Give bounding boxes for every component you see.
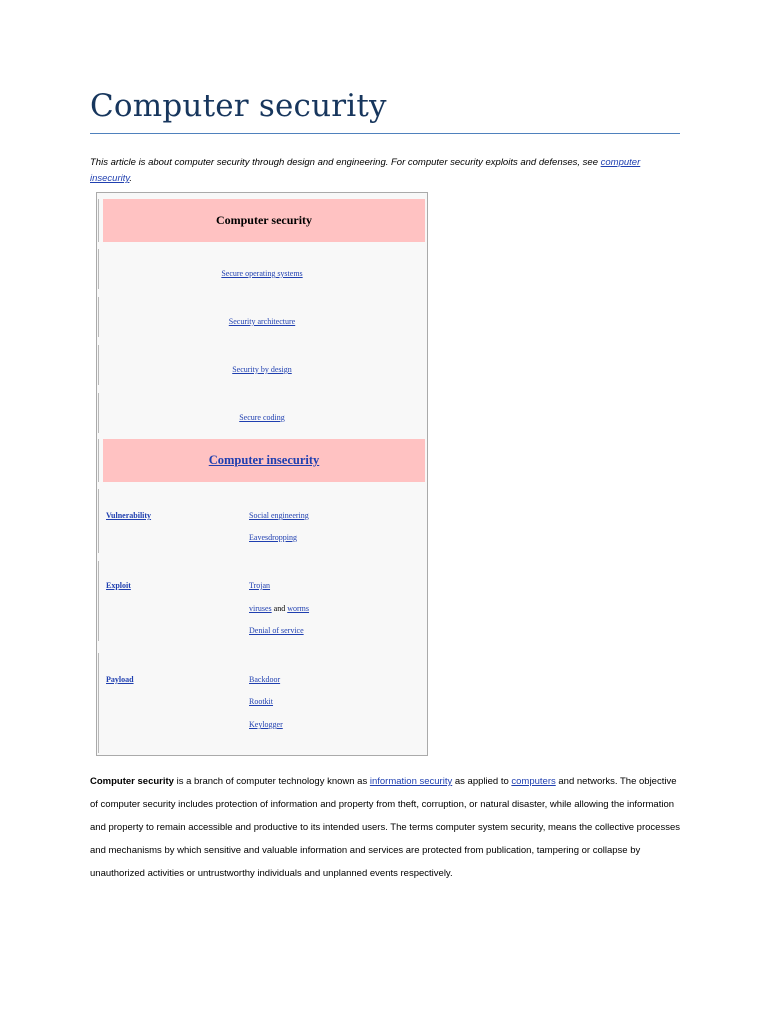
exploit-label <box>106 581 131 590</box>
body-text-1: is a branch of computer technology known as <box>173 776 370 787</box>
backdoor-link[interactable]: Backdoor <box>249 675 281 684</box>
eavesdropping-link[interactable]: Eavesdropping <box>249 533 297 542</box>
infobox-row-border <box>98 653 99 753</box>
payload-label <box>106 675 134 684</box>
hatnote <box>90 155 682 187</box>
infobox-row <box>97 317 427 326</box>
infobox-row-border <box>98 199 99 242</box>
infobox-row <box>97 269 427 278</box>
security-by-design-link[interactable]: Security by design <box>232 365 292 374</box>
social-engineering-link[interactable]: Social engineering <box>249 511 309 520</box>
body-text-3: and networks. The objective of computer security includes protection of information and property from theft, corruption, or natural disaster, while allowing the information and property to remain accessible and productive to its intended users. The terms computer system security, means the collective processes and mechanisms by which sensitive and valuable information and services are protected from publication, tampering or collapse by unauthorized activities or untrustworthy individuals and unplanned events respectively. <box>90 776 680 879</box>
infobox-row-border <box>98 439 99 482</box>
list-item <box>249 581 270 590</box>
intro-paragraph <box>90 770 682 885</box>
rootkit-link[interactable]: Rootkit <box>249 697 274 706</box>
secure-operating-systems-link[interactable]: Secure operating systems <box>221 269 303 278</box>
trojan-link[interactable]: Trojan <box>249 581 271 590</box>
secure-coding-link[interactable]: Secure coding <box>239 413 285 422</box>
list-item <box>249 511 309 520</box>
infobox-row <box>97 365 427 374</box>
infobox <box>96 192 428 756</box>
security-architecture-link[interactable]: Security architecture <box>228 317 296 326</box>
payload-link[interactable]: Payload <box>106 675 134 684</box>
list-item <box>249 533 297 542</box>
exploit-link[interactable]: Exploit <box>106 581 131 590</box>
infobox-row <box>97 413 427 422</box>
computer-insecurity-header-link[interactable]: Computer insecurity <box>208 453 320 467</box>
keylogger-link[interactable]: Keylogger <box>249 720 283 729</box>
title-underline <box>90 133 680 134</box>
hatnote-end: . <box>129 173 133 184</box>
list-item <box>249 626 304 635</box>
infobox-header-computer-security: Computer security <box>103 199 425 242</box>
worms-link[interactable]: worms <box>287 604 310 613</box>
list-item <box>249 675 280 684</box>
and-text: and <box>271 604 288 613</box>
list-item <box>249 604 309 613</box>
vulnerability-link[interactable]: Vulnerability <box>106 511 152 520</box>
bold-term: Computer security <box>90 776 174 787</box>
computer-insecurity-link[interactable]: computer insecurity <box>90 157 641 184</box>
computers-link[interactable]: computers <box>511 776 556 787</box>
page-title: Computer security <box>90 88 387 124</box>
viruses-link[interactable]: viruses <box>249 604 272 613</box>
vulnerability-label <box>106 511 151 520</box>
list-item <box>249 720 283 729</box>
infobox-header-computer-insecurity <box>103 439 425 482</box>
hatnote-text: This article is about computer security through design and engineering. For computer security exploits and defenses, see <box>90 157 601 168</box>
list-item <box>249 697 273 706</box>
denial-of-service-link[interactable]: Denial of service <box>249 626 304 635</box>
infobox-row-border <box>98 561 99 641</box>
infobox-row-border <box>98 489 99 553</box>
body-text-2: as applied to <box>452 776 512 787</box>
information-security-link[interactable]: information security <box>369 776 453 787</box>
